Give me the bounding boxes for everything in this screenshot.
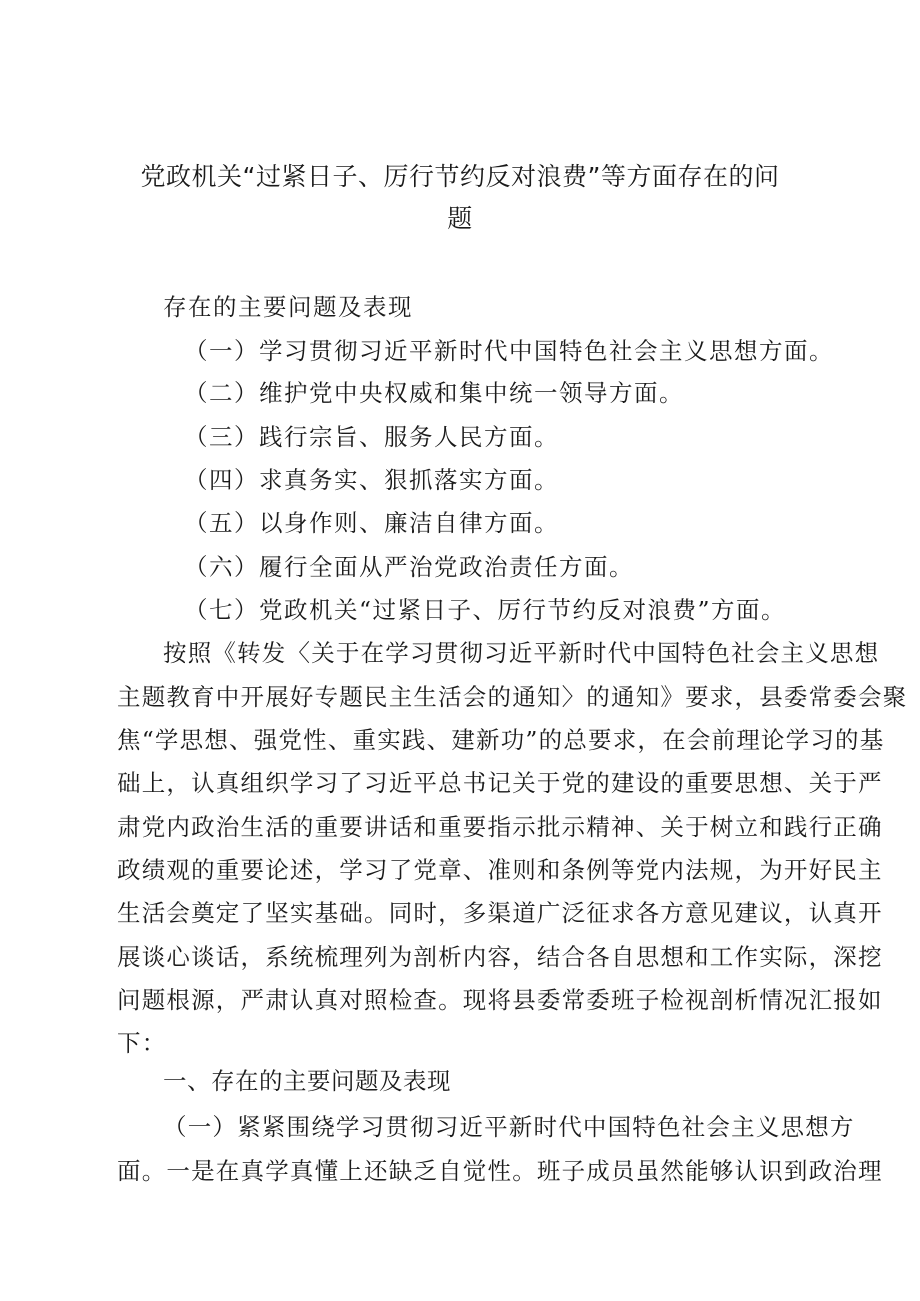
paragraph-line: 下：: [117, 1029, 167, 1057]
outline-item: （二）维护党中央权威和集中统一领导方面。: [184, 379, 684, 407]
outline-heading: 存在的主要问题及表现: [163, 293, 413, 321]
paragraph-line: （一）紧紧围绕学习贯彻习近平新时代中国特色社会主义思想方: [163, 1113, 855, 1141]
paragraph-line: 面。一是在真学真懂上还缺乏自觉性。班子成员虽然能够认识到政治理: [117, 1157, 883, 1185]
section-heading: 一、存在的主要问题及表现: [163, 1067, 451, 1095]
outline-item: （一）学习贯彻习近平新时代中国特色社会主义思想方面。: [184, 337, 834, 365]
document-title-line-1: 党政机关“过紧日子、厉行节约反对浪费”等方面存在的问: [140, 162, 780, 191]
outline-item: （七）党政机关“过紧日子、厉行节约反对浪费”方面。: [184, 596, 787, 624]
outline-item: （五）以身作则、廉洁自律方面。: [184, 509, 559, 537]
outline-item: （六）履行全面从严治党政治责任方面。: [184, 553, 634, 581]
document-title: [120, 156, 800, 240]
paragraph-line: 础上，认真组织学习了习近平总书记关于党的建设的重要思想、关于严: [117, 769, 883, 797]
paragraph-line: 政绩观的重要论述，学习了党章、准则和条例等党内法规，为开好民主: [117, 856, 883, 884]
paragraph-line: 主题教育中开展好专题民主生活会的通知〉的通知》要求，县委常委会聚: [117, 683, 908, 711]
paragraph-line: 展谈心谈话，系统梳理列为剖析内容，结合各自思想和工作实际，深挖: [117, 943, 883, 971]
paragraph-line: 问题根源，严肃认真对照检查。现将县委常委班子检视剖析情况汇报如: [117, 986, 883, 1014]
outline-item: （四）求真务实、狠抓落实方面。: [184, 466, 559, 494]
paragraph-line: 肃党内政治生活的重要讲话和重要指示批示精神、关于树立和践行正确: [117, 813, 883, 841]
paragraph-line: 生活会奠定了坚实基础。同时，多渠道广泛征求各方意见建议，认真开: [117, 899, 883, 927]
paragraph-line: 按照《转发〈关于在学习贯彻习近平新时代中国特色社会主义思想: [163, 639, 880, 667]
document-title-line-2: 题: [447, 204, 473, 233]
outline-item: （三）践行宗旨、服务人民方面。: [184, 423, 559, 451]
paragraph-line: 焦“学思想、强党性、重实践、建新功”的总要求，在会前理论学习的基: [117, 726, 885, 754]
